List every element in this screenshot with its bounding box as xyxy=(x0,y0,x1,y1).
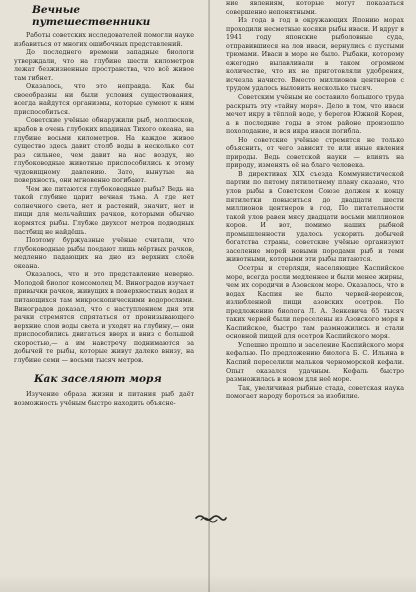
paragraph: Поэтому буржуазные учёные считали, что глубоководные рыбы поедают лишь мёртвых рачков, медленно падающих на дно из верхних слоёв океана. xyxy=(14,237,194,270)
paragraph: Чем же питаются глубоководные рыбы? Ведь на такой глубине царит вечная тьма. А где нет солнечного света, нет и растений, значит, нет и пищи для мельчайших рачков, которыми обычно кормятся рыбы. Глубже двухсот метров подводных пастбищ не найдёшь. xyxy=(14,185,194,236)
paragraph: Успешно прошло и заселение Каспийского моря кефалью. По предложению биолога Б. С. Ильина в Каспий переселили мальков черноморской кефали. Опыт оказался удачным. Кефаль быстро размножилась в новом для неё море. xyxy=(226,341,404,384)
paragraph: ние явлениям, которые могут показаться совершенно непонятными. xyxy=(226,0,404,16)
paragraph: Советские учёные обнаружили рыб, моллюсков, крабов в очень глубоких впадинах Тихого океана, на глубине восьми километров. На каждое живое существо здесь давит столб воды в несколько сот раз сильнее, чем давит на нас воздух, но глубоководные животные приспособились к этому чудовищному давлению. Зато, вынутые на поверхность, они мгновенно погибают. xyxy=(14,117,194,185)
page-fold xyxy=(208,0,210,592)
left-column xyxy=(14,4,194,408)
paragraph: Советским учёным не составило большого труда раскрыть эту «тайну моря». Дело в том, что иваси мечет икру в тёплой воде, у берегов Южной Кореи, а в последние годы в этом районе произошло похолодание, и вся икра иваси погибла. xyxy=(226,94,404,136)
paragraph: До последнего времени западные биологи утверждали, что на глубине шести километров лежат безжизненные пространства, что всё живое там гибнет. xyxy=(14,49,194,82)
paragraph: Изучение образа жизни и питания рыб даёт возможность учёным быстро находить объясне- xyxy=(14,391,194,407)
section-subtitle: Как заселяют моря xyxy=(34,373,162,386)
paragraph: Но советские учёные стремятся не только объяснить, от чего зависит те или иные явления природы. Ведь советской науки — влиять на природу, изменять её на благо человека. xyxy=(226,136,404,170)
paragraph: Так, увеличивая рыбные стада, советская наука помогает народу бороться за изобилие. xyxy=(226,384,404,401)
wave-flourish-icon xyxy=(195,513,227,523)
article-title: Вечные путешественники xyxy=(32,4,151,28)
paragraph: Работы советских исследователей помогли науке избавиться от многих ошибочных представлений. xyxy=(14,32,194,48)
page-shadow xyxy=(0,574,416,592)
paragraph: Оказалось, что это неправда. Как бы своеобразны ни были условия существования, всегда найдутся организмы, которые сумеют к ним приспособиться. xyxy=(14,83,194,116)
paragraph: Осетры и стерляди, населяющие Каспийское море, всегда росли медленнее и были менее жирны, чем их сородичи в Азовском море. Оказалось, что в водах Каспия не было червей-нереисов, излюбленной пищи азовских осетров. По предложению биолога Л. А. Зенкевича 65 тысяч таких червей были переселены из Азовского моря в Каспийское, быстро там размножились и стали основной пищей для осетров Каспийского моря. xyxy=(226,264,404,341)
paragraph: Оказалось, что и это представление неверно. Молодой биолог комсомолец М. Виноградов изучает привычки рачков, живущих в поверхностных водах и питающихся там микроскопическими водорослями. Виноградов доказал, что с наступлением дня эти рачки стремятся спрятаться от пронизывающего верхние слои воды света и уходят на глубину,— они приспособились двигаться вверх и вниз с большой скоростью,— а им навстречу поднимаются за добычей те рыбы, которые живут далеко внизу, на глубине семи — восьми тысяч метров. xyxy=(14,271,194,364)
paragraph: Из года в год в окружающих Японию морах проходили несметные косяки рыбы иваси. И вдруг в 1941 году японские рыболовные суда, отправившиеся на лов иваси, вернулись с пустыми трюмами. Иваси в море не было. Рыбаки, которому ежегодно вылавливали в таком огромном количестве, что их не приготовляли удобрения, исчезла начисто. Вместо миллионов центнеров с трудом удалось выловить несколько тысяч. xyxy=(226,17,404,93)
paragraph: В директивах XIX съезда Коммунистической партии по пятому пятилетнему плану сказано, что улов рыбы в Советском Союзе должен к концу пятилетки повыситься до двадцати шести миллионов центнеров в год. По питательности такой улов равен мясу двадцати восьми миллионов коров. И вот, помимо наших рыбной промышленности удалось ускорить добычей богатства страны, советские учёные организуют заселение морей новыми породами рыб и теми животными, которыми эти рыбы питаются. xyxy=(226,170,404,264)
right-column xyxy=(226,0,404,402)
